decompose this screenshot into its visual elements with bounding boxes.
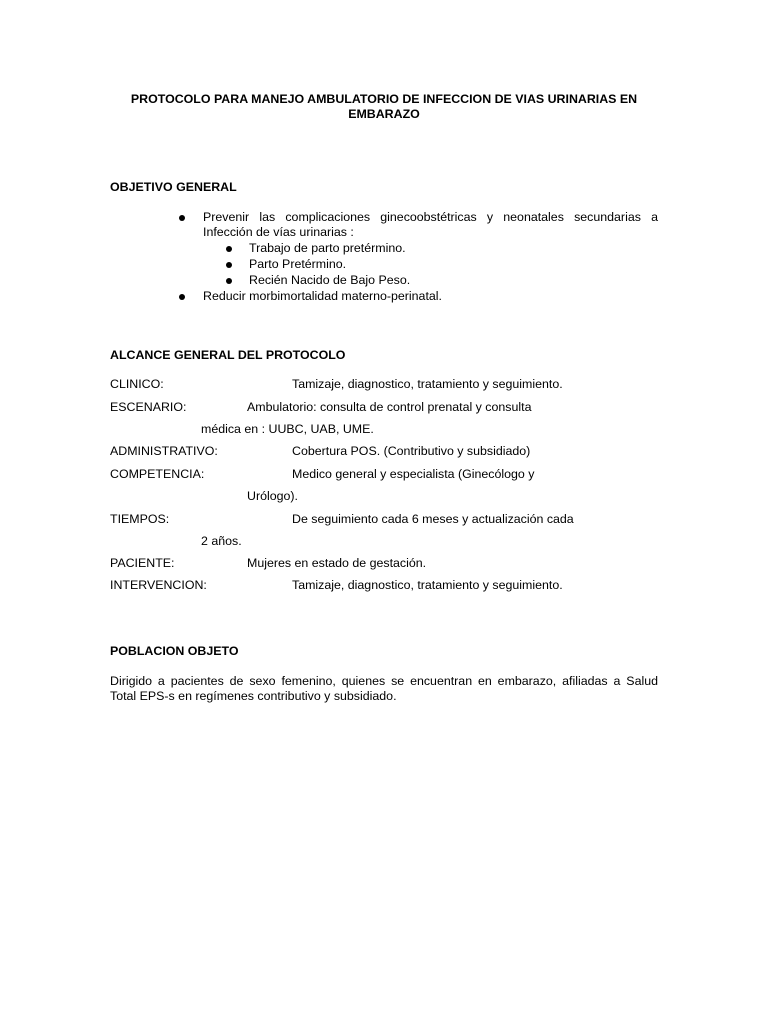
tiempos-label: TIEMPOS: bbox=[110, 512, 170, 526]
competencia-value-line-2: Urólogo). bbox=[247, 489, 298, 503]
objetivo-sub-item-2: Parto Pretérmino. bbox=[249, 257, 347, 271]
poblacion-heading: POBLACION OBJETO bbox=[110, 644, 239, 658]
administrativo-value: Cobertura POS. (Contributivo y subsidiado) bbox=[292, 444, 531, 458]
administrativo-label: ADMINISTRATIVO: bbox=[110, 444, 218, 458]
bullet-dot bbox=[179, 215, 185, 221]
alcance-heading: ALCANCE GENERAL DEL PROTOCOLO bbox=[110, 348, 346, 362]
bullet-dot bbox=[179, 294, 185, 300]
paciente-value: Mujeres en estado de gestación. bbox=[247, 556, 427, 570]
competencia-value-line-1: Medico general y especialista (Ginecólogo y bbox=[292, 467, 535, 481]
poblacion-line-1: Dirigido a pacientes de sexo femenino, quienes se encuentran en embarazo, afiliadas a Salud bbox=[110, 674, 658, 688]
objetivo-bullet-2: Reducir morbimortalidad materno-perinatal. bbox=[203, 289, 442, 303]
objetivo-bullet-1-line-1: Prevenir las complicaciones ginecoobstétricas y neonatales secundarias a bbox=[203, 210, 658, 224]
escenario-value-line-1: Ambulatorio: consulta de control prenatal y consulta bbox=[247, 400, 532, 414]
sub-bullet-dot bbox=[226, 246, 232, 252]
escenario-label: ESCENARIO: bbox=[110, 400, 187, 414]
paciente-label: PACIENTE: bbox=[110, 556, 175, 570]
document-title bbox=[110, 92, 658, 122]
sub-bullet-dot bbox=[226, 262, 232, 268]
tiempos-value-line-1: De seguimiento cada 6 meses y actualización cada bbox=[292, 512, 574, 526]
clinico-value: Tamizaje, diagnostico, tratamiento y seguimiento. bbox=[292, 377, 563, 391]
intervencion-label: INTERVENCION: bbox=[110, 578, 207, 592]
poblacion-line-2: Total EPS-s en regímenes contributivo y subsidiado. bbox=[110, 689, 397, 703]
objetivo-heading: OBJETIVO GENERAL bbox=[110, 180, 237, 194]
objetivo-bullet-1-line-2: Infección de vías urinarias : bbox=[203, 225, 354, 239]
title-line-2: EMBARAZO bbox=[348, 107, 420, 121]
competencia-label: COMPETENCIA: bbox=[110, 467, 205, 481]
objetivo-sub-item-3: Recién Nacido de Bajo Peso. bbox=[249, 273, 411, 287]
tiempos-value-line-2: 2 años. bbox=[201, 534, 242, 548]
clinico-label: CLINICO: bbox=[110, 377, 164, 391]
title-line-1: PROTOCOLO PARA MANEJO AMBULATORIO DE INFECCION DE VIAS URINARIAS EN bbox=[130, 92, 638, 106]
objetivo-sub-item-1: Trabajo de parto pretérmino. bbox=[249, 241, 406, 255]
sub-bullet-dot bbox=[226, 278, 232, 284]
escenario-value-line-2: médica en : UUBC, UAB, UME. bbox=[201, 422, 374, 436]
intervencion-value: Tamizaje, diagnostico, tratamiento y seguimiento. bbox=[292, 578, 563, 592]
